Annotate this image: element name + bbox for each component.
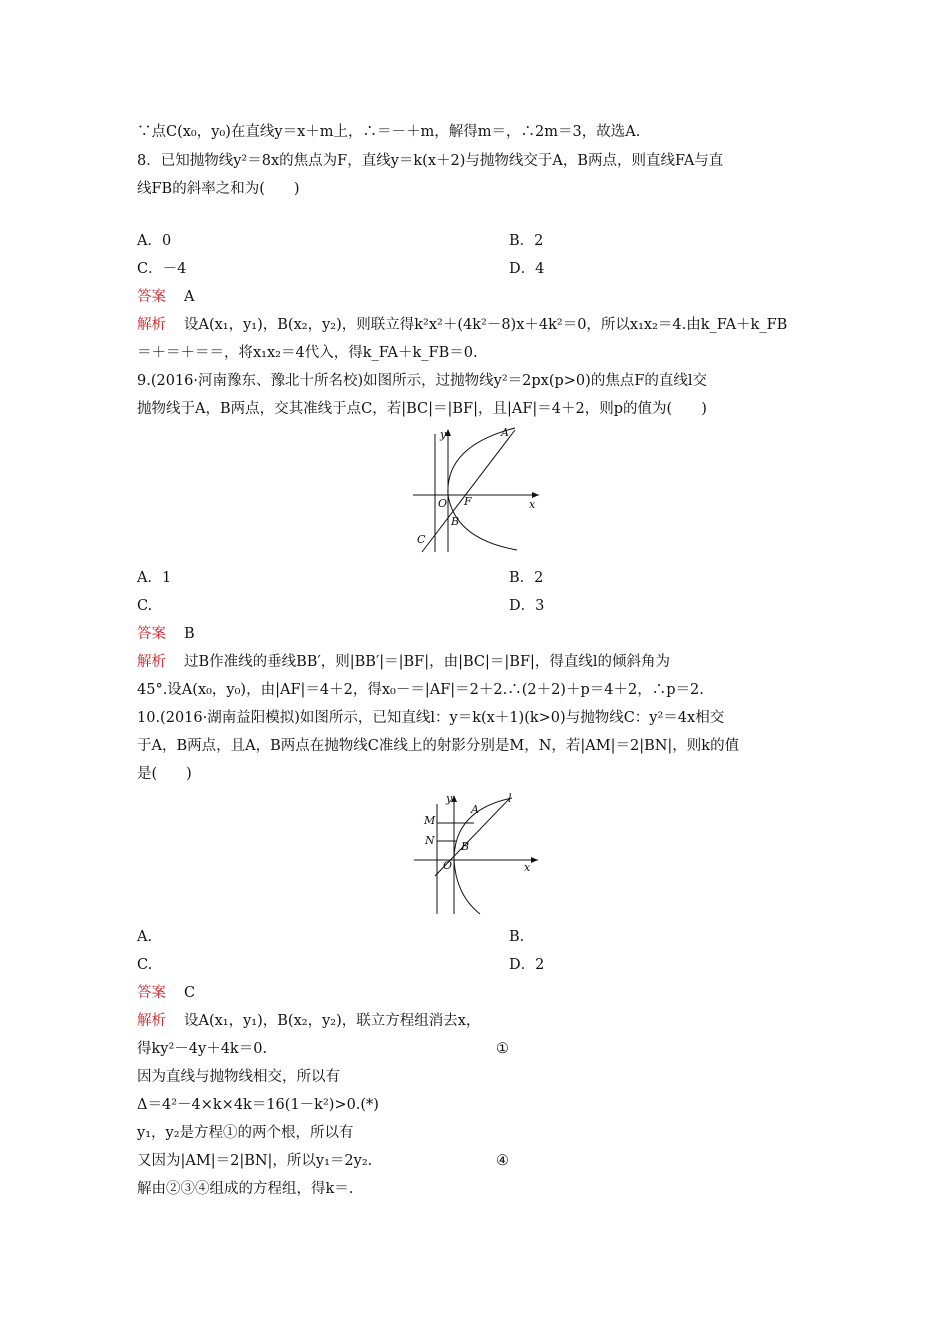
option-d: D．3 xyxy=(509,598,545,614)
analysis-text: 因为直线与抛物线相交，所以有 xyxy=(137,1069,340,1085)
analysis-line xyxy=(137,652,670,672)
x-axis-arrow-icon xyxy=(531,857,538,863)
parabola-curve xyxy=(448,428,517,550)
label-c: C xyxy=(417,533,426,546)
analysis-line xyxy=(137,1011,480,1031)
analysis-label: 解析 xyxy=(137,654,166,670)
equation-number: ① xyxy=(496,1041,509,1057)
analysis-text: y₁，y₂是方程①的两个根，所以有 xyxy=(137,1125,354,1141)
analysis-label: 解析 xyxy=(137,317,166,333)
analysis-line xyxy=(137,315,787,335)
label-a: A xyxy=(471,803,479,816)
analysis-text: Δ＝4²－4×k×4k＝16(1－k²)>0.(*) xyxy=(137,1097,379,1113)
label-x: x xyxy=(529,498,536,511)
answer-label: 答案 xyxy=(137,289,166,305)
option-b: B．2 xyxy=(509,233,544,249)
label-o: O xyxy=(443,859,453,872)
option-c: C. xyxy=(137,598,153,614)
analysis-text: 解由②③④组成的方程组，得k＝. xyxy=(137,1181,354,1197)
analysis-text: 45°.设A(x₀，y₀)，由|AF|＝4＋2，得x₀－＝|AF|＝2＋2.∴(2＋2)＋p＝4＋2，∴p＝2. xyxy=(137,682,704,698)
answer-line xyxy=(137,287,194,307)
analysis-text: 得ky²－4y＋4k＝0. xyxy=(137,1041,268,1057)
label-x: x xyxy=(524,861,531,874)
option-a: A．1 xyxy=(137,570,172,586)
analysis-text: 又因为|AM|＝2|BN|，所以y₁＝2y₂. xyxy=(137,1153,373,1169)
answer-value: C xyxy=(184,985,196,1001)
option-a: A．0 xyxy=(137,233,172,249)
answer-value: A xyxy=(184,289,195,305)
label-o: O xyxy=(438,497,448,510)
label-n: N xyxy=(425,834,435,847)
option-d: D．2 xyxy=(509,957,545,973)
figure-q9-parabola xyxy=(405,424,550,554)
label-b: B xyxy=(451,515,460,528)
option-c: C．－4 xyxy=(137,261,187,277)
answer-line xyxy=(137,983,195,1003)
analysis-label: 解析 xyxy=(137,1013,166,1029)
question-10-stem: 于A，B两点，且A，B两点在抛物线C准线上的射影分别是M，N，若|AM|＝2|BN|，则k的值 xyxy=(137,738,740,754)
label-m: M xyxy=(424,814,436,827)
label-a: A xyxy=(501,426,509,439)
answer-label: 答案 xyxy=(137,985,166,1001)
label-y: y xyxy=(440,428,447,441)
question-9-stem: 9.(2016·河南豫东、豫北十所名校)如图所示，过抛物线y²＝2px(p>0)的焦点F的直线l交 xyxy=(137,373,708,389)
solution-line: ∵点C(x₀，y₀)在直线y＝x＋m上，∴＝－＋m，解得m＝，∴2m＝3，故选A. xyxy=(137,124,641,140)
question-10-stem: 10.(2016·湖南益阳模拟)如图所示，已知直线l：y＝k(x＋1)(k>0)与抛物线C：y²＝4x相交 xyxy=(137,710,725,726)
analysis-text: ＝＋＝＋＝＝，将x₁x₂＝4代入，得k_FA＋k_FB＝0. xyxy=(137,345,478,361)
question-8-stem: 线FB的斜率之和为( ) xyxy=(137,181,300,197)
option-d: D．4 xyxy=(509,261,545,277)
analysis-text: 设A(x₁，y₁)，B(x₂，y₂)，则联立得k²x²＋(4k²－8)x＋4k²＝0，所以x₁x₂＝4.由k_FA＋k_FB xyxy=(184,317,788,333)
label-b: B xyxy=(461,840,470,853)
question-9-stem: 抛物线于A，B两点，交其准线于点C，若|BC|＝|BF|，且|AF|＝4＋2，则p的值为( ) xyxy=(137,401,707,417)
answer-line xyxy=(137,624,195,644)
label-y: y xyxy=(446,792,453,805)
option-b: B．2 xyxy=(509,570,544,586)
option-c: C. xyxy=(137,957,153,973)
option-b: B. xyxy=(509,929,525,945)
answer-label: 答案 xyxy=(137,626,166,642)
question-10-stem: 是( ) xyxy=(137,766,192,782)
parabola-curve xyxy=(454,798,512,914)
analysis-text: 过B作准线的垂线BB′，则|BB′|＝|BF|，由|BC|＝|BF|，得直线l的倾斜角为 xyxy=(184,654,671,670)
equation-number: ④ xyxy=(496,1153,509,1169)
figure-q10-parabola xyxy=(410,790,545,915)
label-f: F xyxy=(464,495,472,508)
line-l xyxy=(422,430,515,552)
label-l: l xyxy=(508,792,512,805)
option-a: A. xyxy=(137,929,153,945)
question-8-stem: 8．已知抛物线y²＝8x的焦点为F，直线y＝k(x＋2)与抛物线交于A，B两点，则直线FA与直 xyxy=(137,153,724,169)
answer-value: B xyxy=(184,626,195,642)
analysis-text: 设A(x₁，y₁)，B(x₂，y₂)，联立方程组消去x， xyxy=(184,1013,481,1029)
